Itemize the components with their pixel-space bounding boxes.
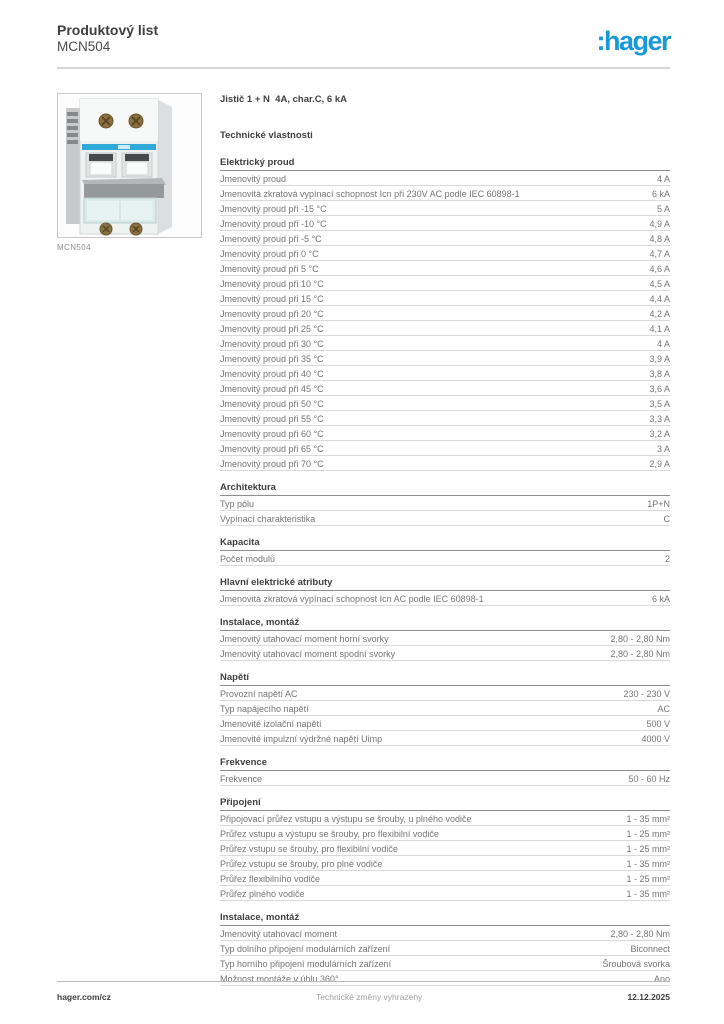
- spec-row-value: 6 kA: [651, 593, 670, 604]
- spec-row-value: 4,8 A: [649, 233, 670, 244]
- spec-row: [220, 381, 670, 396]
- spec-row-value: 3,9 A: [649, 353, 670, 364]
- circuit-breaker-illustration: [58, 94, 201, 237]
- spec-row-label: Frekvence: [220, 773, 263, 784]
- spec-row-label: Provozní napětí AC: [220, 688, 298, 699]
- spec-row-label: Jmenovité izolační napětí: [220, 718, 322, 729]
- spec-row-label: Jmenovitá zkratová vypínací schopnost Icn AC podle IEC 60898-1: [220, 593, 484, 604]
- spec-row: [220, 646, 670, 661]
- spec-row-value: 4,6 A: [649, 263, 670, 274]
- spec-row-label: Jmenovitý proud při 60 °C: [220, 428, 324, 439]
- spec-row-value: Biconnect: [630, 943, 670, 954]
- spec-row: [220, 701, 670, 716]
- doc-type-title: Produktový list: [57, 22, 159, 38]
- spec-row-label: Jmenovitý proud při 65 °C: [220, 443, 324, 454]
- spec-row-label: Typ horního připojení modulárních zařízení: [220, 958, 392, 969]
- spec-row-value: 3,2 A: [649, 428, 670, 439]
- spec-row: [220, 246, 670, 261]
- spec-section-rows: [220, 686, 670, 746]
- spec-section-rows: [220, 591, 670, 606]
- spec-row-label: Jmenovitý proud při -15 °C: [220, 203, 327, 214]
- spec-row-label: Jmenovitý proud při -10 °C: [220, 218, 327, 229]
- spec-row-label: Jmenovitý utahovací moment horní svorky: [220, 633, 389, 644]
- spec-row-label: Jmenovitý utahovací moment spodní svorky: [220, 648, 396, 659]
- product-image-caption: MCN504: [57, 243, 91, 252]
- spec-row-value: 1 - 25 mm²: [626, 843, 670, 854]
- spec-row-value: 3,8 A: [649, 368, 670, 379]
- spec-section-title: Napětí: [220, 671, 670, 686]
- spec-row: [220, 366, 670, 381]
- spec-row: [220, 321, 670, 336]
- spec-row-label: Průřez plného vodiče: [220, 888, 305, 899]
- spec-row-label: Průřez vstupu se šrouby, pro plné vodiče: [220, 858, 383, 869]
- spec-row: [220, 426, 670, 441]
- footer-date: 12.12.2025: [627, 992, 670, 1002]
- spec-row-value: 4,7 A: [649, 248, 670, 259]
- spec-row-label: Jmenovitý proud při 10 °C: [220, 278, 324, 289]
- hager-logo: :hager: [596, 26, 670, 56]
- spec-row-label: Typ dolního připojení modulárních zařízení: [220, 943, 391, 954]
- spec-row-value: 4000 V: [641, 733, 670, 744]
- spec-row-value: 1 - 35 mm²: [626, 858, 670, 869]
- spec-section: [220, 576, 670, 606]
- spec-row-value: 4,2 A: [649, 308, 670, 319]
- spec-row-value: 4 A: [656, 338, 670, 349]
- spec-row-label: Jmenovitá zkratová vypínací schopnost Icn při 230V AC podle IEC 60898-1: [220, 188, 520, 199]
- spec-row: [220, 716, 670, 731]
- spec-section-title: Kapacita: [220, 536, 670, 551]
- spec-row: [220, 926, 670, 941]
- spec-section: [220, 536, 670, 566]
- spec-row-value: 2,80 - 2,80 Nm: [610, 648, 670, 659]
- spec-row-label: Průřez vstupu a výstupu se šrouby, pro flexibilní vodiče: [220, 828, 439, 839]
- spec-row: [220, 551, 670, 566]
- spec-section: [220, 671, 670, 746]
- spec-row-value: 4,4 A: [649, 293, 670, 304]
- spec-section-title: Instalace, montáž: [220, 911, 670, 926]
- spec-row-value: 2,80 - 2,80 Nm: [610, 928, 670, 939]
- spec-row-value: 4,5 A: [649, 278, 670, 289]
- spec-row-label: Jmenovitý proud při 30 °C: [220, 338, 324, 349]
- spec-row: [220, 201, 670, 216]
- spec-row: [220, 686, 670, 701]
- spec-row-value: 4,9 A: [649, 218, 670, 229]
- spec-row-label: Průřez vstupu se šrouby, pro flexibilní vodiče: [220, 843, 398, 854]
- spec-row-label: Jmenovitý proud: [220, 173, 287, 184]
- spec-row: [220, 811, 670, 826]
- spec-section-title: Hlavní elektrické atributy: [220, 576, 670, 591]
- spec-row-value: 1 - 25 mm²: [626, 873, 670, 884]
- spec-row: [220, 396, 670, 411]
- spec-section-rows: [220, 496, 670, 526]
- spec-row-value: 1 - 35 mm²: [626, 813, 670, 824]
- spec-row-label: Počet modulů: [220, 553, 276, 564]
- spec-row: [220, 941, 670, 956]
- spec-section-rows: [220, 551, 670, 566]
- spec-row-value: Ano: [653, 973, 670, 984]
- specs-column: [220, 93, 670, 986]
- spec-row-label: Připojovací průřez vstupu a výstupu se šrouby, u plného vodiče: [220, 813, 472, 824]
- spec-row: [220, 871, 670, 886]
- spec-row-label: Vypínací charakteristika: [220, 513, 316, 524]
- spec-row-label: Jmenovitý proud při 40 °C: [220, 368, 324, 379]
- specs-heading: Technické vlastnosti: [220, 130, 313, 141]
- spec-section-rows: [220, 171, 670, 471]
- spec-section-title: Připojení: [220, 796, 670, 811]
- spec-row: [220, 441, 670, 456]
- spec-row-value: 1 - 25 mm²: [626, 828, 670, 839]
- spec-row-value: AC: [657, 703, 670, 714]
- spec-row: [220, 956, 670, 971]
- spec-row-value: 2,80 - 2,80 Nm: [610, 633, 670, 644]
- spec-row-label: Jmenovitý proud při 35 °C: [220, 353, 324, 364]
- product-reference: MCN504: [57, 39, 111, 54]
- spec-row-value: 3 A: [656, 443, 670, 454]
- product-image-column: [57, 93, 203, 986]
- spec-row-value: C: [663, 513, 670, 524]
- spec-row: [220, 731, 670, 746]
- spec-row-label: Jmenovitý proud při -5 °C: [220, 233, 322, 244]
- spec-section-rows: [220, 771, 670, 786]
- page-header: [0, 0, 724, 56]
- spec-row: [220, 591, 670, 606]
- spec-row: [220, 511, 670, 526]
- footer-disclaimer: Technické změny vyhrazeny: [316, 992, 423, 1002]
- spec-row-label: Jmenovitý proud při 15 °C: [220, 293, 324, 304]
- spec-row: [220, 216, 670, 231]
- spec-row-label: Typ napájecího napětí: [220, 703, 309, 714]
- spec-row-label: Jmenovitý proud při 50 °C: [220, 398, 324, 409]
- spec-row: [220, 826, 670, 841]
- spec-row: [220, 631, 670, 646]
- spec-row: [220, 351, 670, 366]
- spec-row-value: 1P+N: [647, 498, 670, 509]
- spec-row-value: 4,1 A: [649, 323, 670, 334]
- spec-section-title: Instalace, montáž: [220, 616, 670, 631]
- spec-section-title: Architektura: [220, 481, 670, 496]
- spec-row-label: Průřez flexibilního vodiče: [220, 873, 321, 884]
- product-image: [57, 93, 202, 238]
- spec-row-value: 1 - 35 mm²: [626, 888, 670, 899]
- spec-row: [220, 231, 670, 246]
- spec-row-value: 5 A: [656, 203, 670, 214]
- spec-row-label: Jmenovitý proud při 55 °C: [220, 413, 324, 424]
- spec-row: [220, 886, 670, 901]
- spec-row-value: 500 V: [646, 718, 670, 729]
- spec-row-value: 2: [664, 553, 670, 564]
- product-title: Jistič 1 + N 4A, char.C, 6 kA: [220, 94, 347, 105]
- header-titles: [57, 22, 158, 55]
- spec-section-rows: [220, 926, 670, 986]
- spec-row-label: Typ pólu: [220, 498, 255, 509]
- spec-row-label: Jmenovitý utahovací moment: [220, 928, 338, 939]
- spec-row: [220, 306, 670, 321]
- spec-row: [220, 841, 670, 856]
- spec-row-value: Šroubová svorka: [602, 958, 670, 969]
- main-content: [0, 69, 724, 986]
- spec-row: [220, 171, 670, 186]
- spec-section: [220, 156, 670, 471]
- spec-section-rows: [220, 811, 670, 901]
- page-footer: [57, 981, 670, 1002]
- spec-row-value: 230 - 230 V: [623, 688, 670, 699]
- spec-row-value: 3,3 A: [649, 413, 670, 424]
- spec-section-rows: [220, 631, 670, 661]
- spec-row-label: Jmenovitý proud při 25 °C: [220, 323, 324, 334]
- spec-row-label: Jmenovitý proud při 20 °C: [220, 308, 324, 319]
- footer-row: [57, 992, 670, 1002]
- spec-section: [220, 911, 670, 986]
- spec-row: [220, 291, 670, 306]
- spec-section: [220, 616, 670, 661]
- spec-row-value: 50 - 60 Hz: [628, 773, 670, 784]
- spec-section: [220, 481, 670, 526]
- spec-row-label: Možnost montáže v úhlu 360°: [220, 973, 339, 984]
- spec-row-label: Jmenovitý proud při 5 °C: [220, 263, 319, 274]
- spec-row: [220, 186, 670, 201]
- spec-row: [220, 411, 670, 426]
- spec-row-label: Jmenovitý proud při 0 °C: [220, 248, 319, 259]
- spec-row-label: Jmenovitý proud při 70 °C: [220, 458, 324, 469]
- spec-row: [220, 336, 670, 351]
- footer-website-link[interactable]: hager.com/cz: [57, 992, 111, 1002]
- spec-row-value: 2,9 A: [649, 458, 670, 469]
- spec-row-label: Jmenovité impulzní výdržné napětí Uimp: [220, 733, 383, 744]
- spec-section: [220, 796, 670, 901]
- footer-divider: [57, 981, 670, 982]
- spec-row: [220, 496, 670, 511]
- spec-row-value: 3,6 A: [649, 383, 670, 394]
- spec-row-label: Jmenovitý proud při 45 °C: [220, 383, 324, 394]
- spec-row-value: 6 kA: [651, 188, 670, 199]
- spec-section-title: Frekvence: [220, 756, 670, 771]
- spec-row: [220, 261, 670, 276]
- spec-row: [220, 456, 670, 471]
- spec-row-value: 3,5 A: [649, 398, 670, 409]
- spec-sections: [220, 156, 670, 986]
- spec-row-value: 4 A: [656, 173, 670, 184]
- spec-row: [220, 856, 670, 871]
- spec-section-title: Elektrický proud: [220, 156, 670, 171]
- spec-section: [220, 756, 670, 786]
- spec-row: [220, 276, 670, 291]
- spec-row: [220, 771, 670, 786]
